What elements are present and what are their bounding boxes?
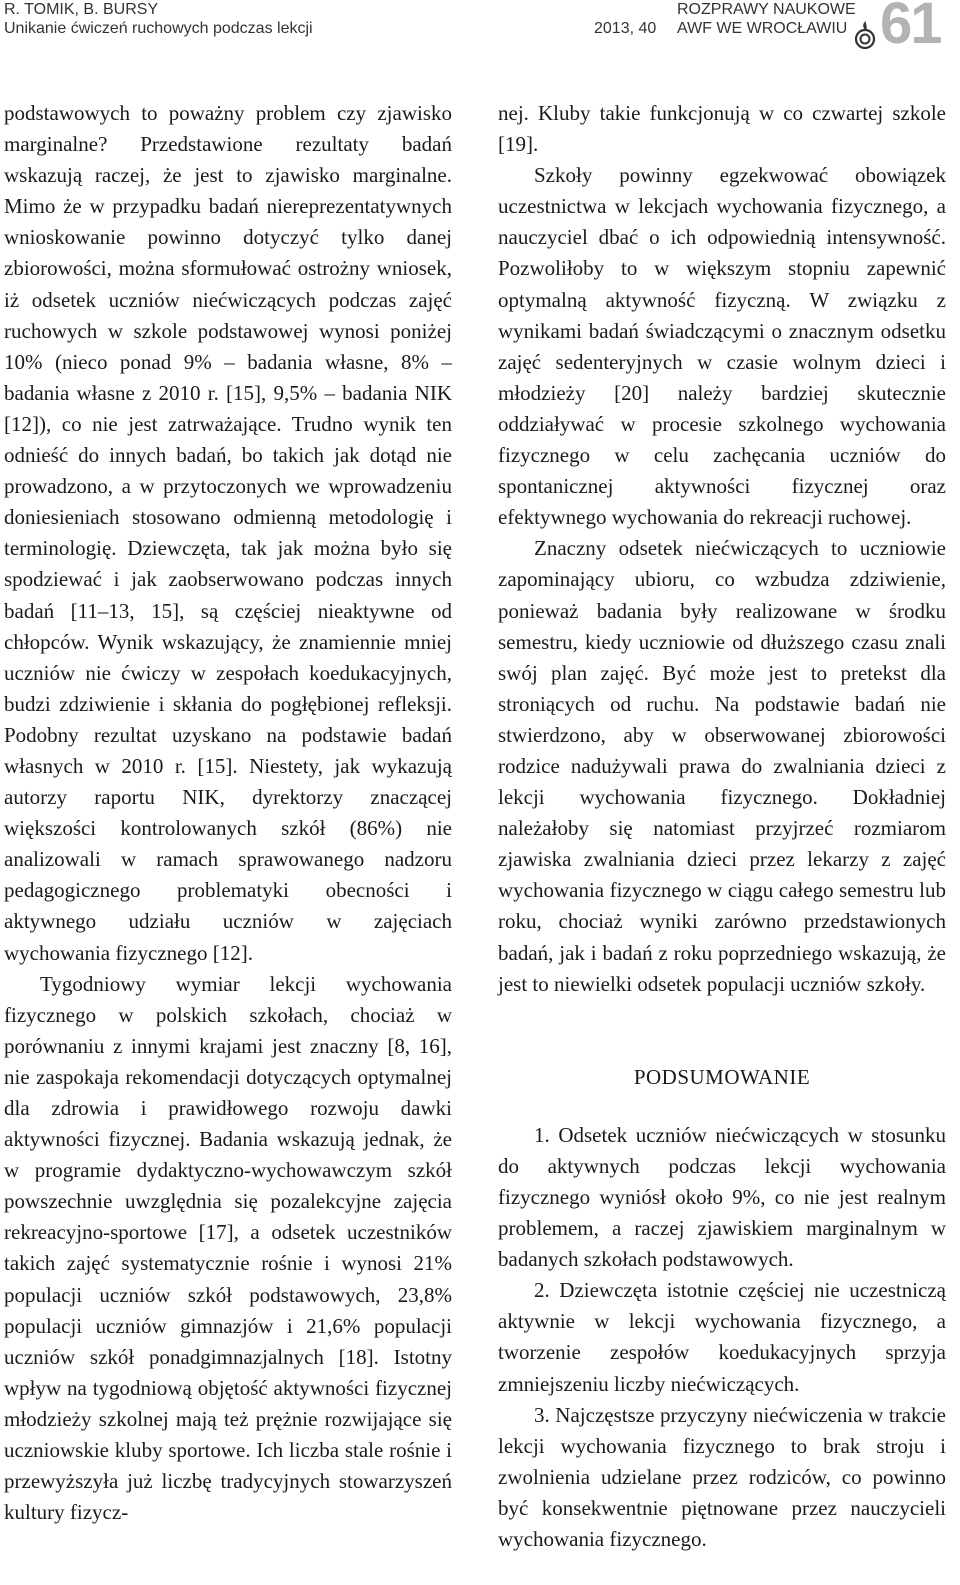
header-journal-line1: ROZPRAWY NAUKOWE bbox=[677, 1, 856, 18]
page-number: 61 bbox=[880, 0, 941, 56]
left-column bbox=[4, 98, 452, 1528]
header-left bbox=[4, 0, 313, 38]
header-year-issue: 2013, 40 bbox=[594, 20, 657, 37]
paragraph: Tygodniowy wymiar lekcji wychowania fizycznego w polskich szkołach, chociaż w porównaniu z innymi krajami jest znaczny [8, 16], nie zaspokaja rekomendacji dotyczących optymalnej dla zdrowia i prawidłowego rozwoju dawki aktywności fizycznej. Badania wskazują jednak, że w programie dydaktyczno-wychowawczym szkół powszechnie uwzględnia się pozalekcyjne zajęcia rekreacyjno-sportowe [17], a odsetek uczestników takich zajęć systematycznie rośnie i wynosi 21% populacji uczniów szkół podstawowych, 23,8% populacji uczniów gimnazjów i 21,6% populacji uczniów szkół ponadgimnazjalnych [18]. Istotny wpływ na tygodniową objętość aktywności fizycznej młodzieży szkolnej mają też prężnie rozwijające się uczniowskie kluby sportowe. Ich liczba stale rośnie i przewyższyła już liczbę tradycyjnych stowarzyszeń kultury fizycz- bbox=[4, 971, 452, 1525]
conclusion-item: 1. Odsetek uczniów niećwiczących w stosunku do aktywnych podczas lekcji wychowania fizycznego wyniósł około 9%, co nie jest realnym problemem, a raczej zjawiskiem marginalnym w badanych szkołach podstawowych. bbox=[498, 1122, 946, 1272]
journal-logo-icon bbox=[852, 20, 878, 50]
paragraph: Znaczny odsetek niećwiczących to uczniowie zapominający ubioru, co wzbudza zdziwienie, ponieważ badania były realizowane w środku semestru, kiedy uczniowie od dłuższego czasu znali swój plan zajęć. Być może jest to pretekst dla stroniących od ruchu. Na podstawie badań nie stwierdzono, aby w obserwowanej zbiorowości rodzice nadużywali prawa do zwalniania dzieci z lekcji wychowania fizycznego. Dokładniej należałoby się natomiast przyjrzeć rozmiarom zjawiska zwalniania dzieci przez lekarzy z zajęć wychowania fizycznego w ciągu całego semestru lub roku, chociaż wyniki zarówno przedstawionych badań, jak i badań z roku poprzedniego wskazują, że jest to niewielki odsetek populacji uczniów szkoły. bbox=[498, 536, 946, 996]
header-journal bbox=[677, 0, 856, 38]
conclusion-item: 2. Dziewczęta istotnie częściej nie uczestniczą aktywnie w lekcji wychowania fizycznego, a tworzenie zespołów koedukacyjnych sprzyja zmniejszeniu liczby niećwiczących. bbox=[498, 1278, 946, 1396]
right-column bbox=[498, 98, 946, 1555]
page-header bbox=[0, 0, 960, 60]
conclusion-item: 3. Najczęstsze przyczyny niećwiczenia w trakcie lekcji wychowania fizycznego to brak stroju i zwolnienia udzielane przez rodziców, co powinno być konsekwentnie piętnowane przez nauczycieli wychowania fizycznego. bbox=[498, 1402, 946, 1552]
header-authors: R. TOMIK, B. BURSY bbox=[4, 1, 159, 18]
paragraph: podstawowych to poważny problem czy zjawisko marginalne? Przedstawione rezultaty badań wskazują raczej, że jest to zjawisko marginalne. Mimo że w przypadku badań niereprezentatywnych wnioskowanie powinno dotyczyć tylko danej zbiorowości, można sformułować ostrożny wniosek, iż odsetek uczniów niećwiczących podczas zajęć ruchowych w szkole podstawowej wynosi poniżej 10% (nieco ponad 9% – badania własne, 8% – badania własne z 2010 r. [15], 9,5% – badania NIK [12]), co nie jest zatrważające. Trudno wynik ten odnieść do innych badań, bo takich jak dotąd nie prowadzono, a w przytoczonych we wprowadzeniu doniesieniach stosowano odmienną metodologię i terminologię. Dziewczęta, tak jak można było się spodziewać i jak zaobserwowano podczas innych badań [11–13, 15], są częściej nieaktywne od chłopców. Wynik wskazujący, że znamiennie mniej uczniów nie ćwiczy w zespołach koedukacyjnych, budzi zdziwienie i skłania do pogłębionej refleksji. Podobny rezultat uzyskano na podstawie badań własnych w 2010 r. [15]. Niestety, jak wykazują autorzy raportu NIK, dyrektorzy znaczącej większości kontrolowanych szkół (86%) nie analizowali w ramach sprawowanego nadzoru pedagogicznego problematyki obecności i aktywnego udziału uczniów w zajęciach wychowania fizycznego [12]. bbox=[4, 101, 452, 965]
section-heading: PODSUMOWANIE bbox=[633, 1064, 811, 1089]
header-journal-line2: AWF WE WROCŁAWIU bbox=[677, 20, 848, 37]
paragraph: nej. Kluby takie funkcjonują w co czwartej szkole [19]. bbox=[498, 101, 946, 157]
header-running-title: Unikanie ćwiczeń ruchowych podczas lekcji bbox=[4, 20, 313, 37]
paragraph: Szkoły powinny egzekwować obowiązek uczestnictwa w lekcjach wychowania fizycznego, a nauczyciel dbać o ich odpowiednią intensywność. Pozwoliłoby to w większym stopniu zapewnić optymalną aktywność fizyczną. W związku z wynikami badań świadczącymi o znacznym odsetku zajęć sedenteryjnych w czasie wolnym dzieci i młodzieży [20] należy bardziej skutecznie oddziaływać w procesie szkolnego wychowania fizycznego w celu zachęcania uczniów do spontanicznej aktywności fizycznej oraz efektywnego wychowania do rekreacji ruchowej. bbox=[498, 163, 946, 530]
